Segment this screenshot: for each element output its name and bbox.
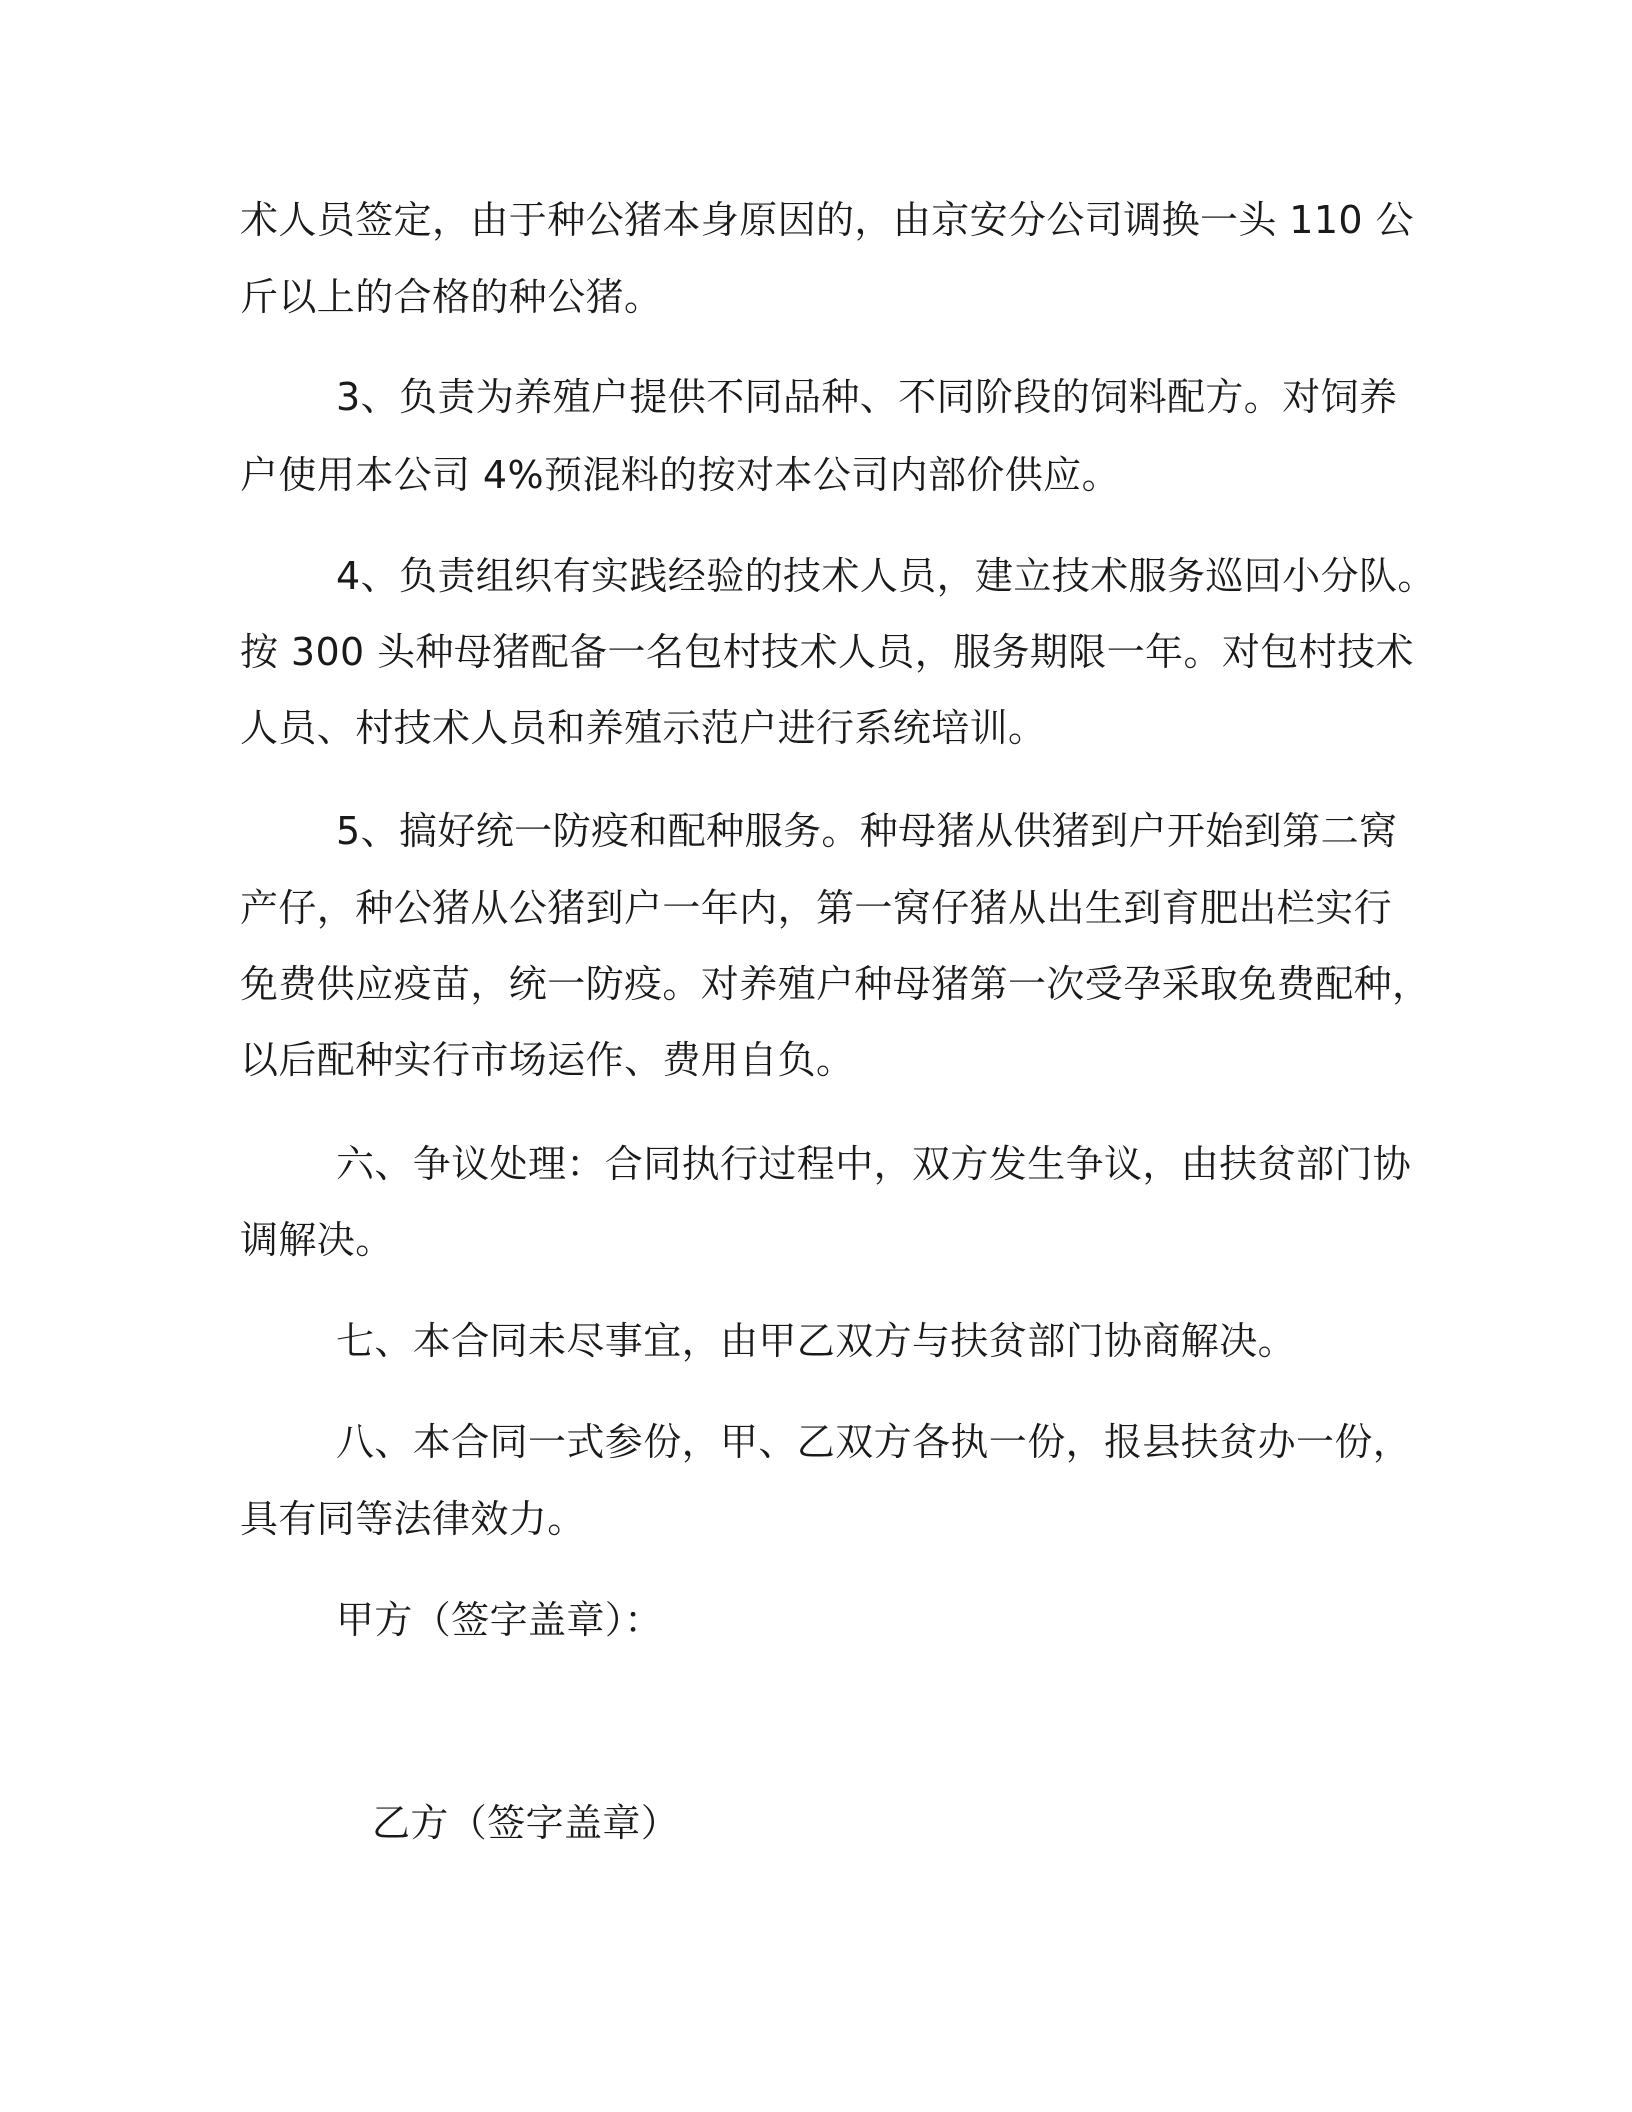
text-line: 六、争议处理：合同执行过程中，双方发生争议，由扶贫部门协 (336, 1142, 1412, 1186)
signature-party-a: 甲方（签字盖章）： (336, 1598, 663, 1642)
text-line: 以后配种实行市场运作、费用自负。 (240, 1038, 855, 1082)
text-line: 人员、村技术人员和养殖示范户进行系统培训。 (240, 706, 1047, 750)
text-line: 3、负责为养殖户提供不同品种、不同阶段的饲料配方。对饲养 (336, 375, 1398, 419)
text-line: 七、本合同未尽事宜，由甲乙双方与扶贫部门协商解决。 (336, 1319, 1297, 1363)
text-line: 调解决。 (240, 1218, 394, 1262)
text-line: 按 300 头种母猪配备一名包村技术人员，服务期限一年。对包村技术 (240, 630, 1414, 674)
text-line: 免费供应疫苗，统一防疫。对养殖户种母猪第一次受孕采取免费配种， (240, 962, 1431, 1006)
signature-party-b: 乙方（签字盖章） (372, 1801, 680, 1845)
text-line: 5、搞好统一防疫和配种服务。种母猪从供猪到户开始到第二窝 (336, 809, 1398, 853)
text-line: 八、本合同一式参份，甲、乙双方各执一份，报县扶贫办一份， (336, 1420, 1412, 1464)
text-line: 斤以上的合格的种公猪。 (240, 275, 663, 319)
text-line: 产仔，种公猪从公猪到户一年内，第一窝仔猪从出生到育肥出栏实行 (240, 886, 1393, 930)
text-line: 4、负责组织有实践经验的技术人员，建立技术服务巡回小分队。 (336, 554, 1436, 598)
text-line: 具有同等法律效力。 (240, 1497, 586, 1541)
text-line: 术人员签定，由于种公猪本身原因的，由京安分公司调换一头 110 公 (240, 198, 1414, 242)
text-line: 户使用本公司 4%预混料的按对本公司内部价供应。 (240, 453, 1120, 497)
